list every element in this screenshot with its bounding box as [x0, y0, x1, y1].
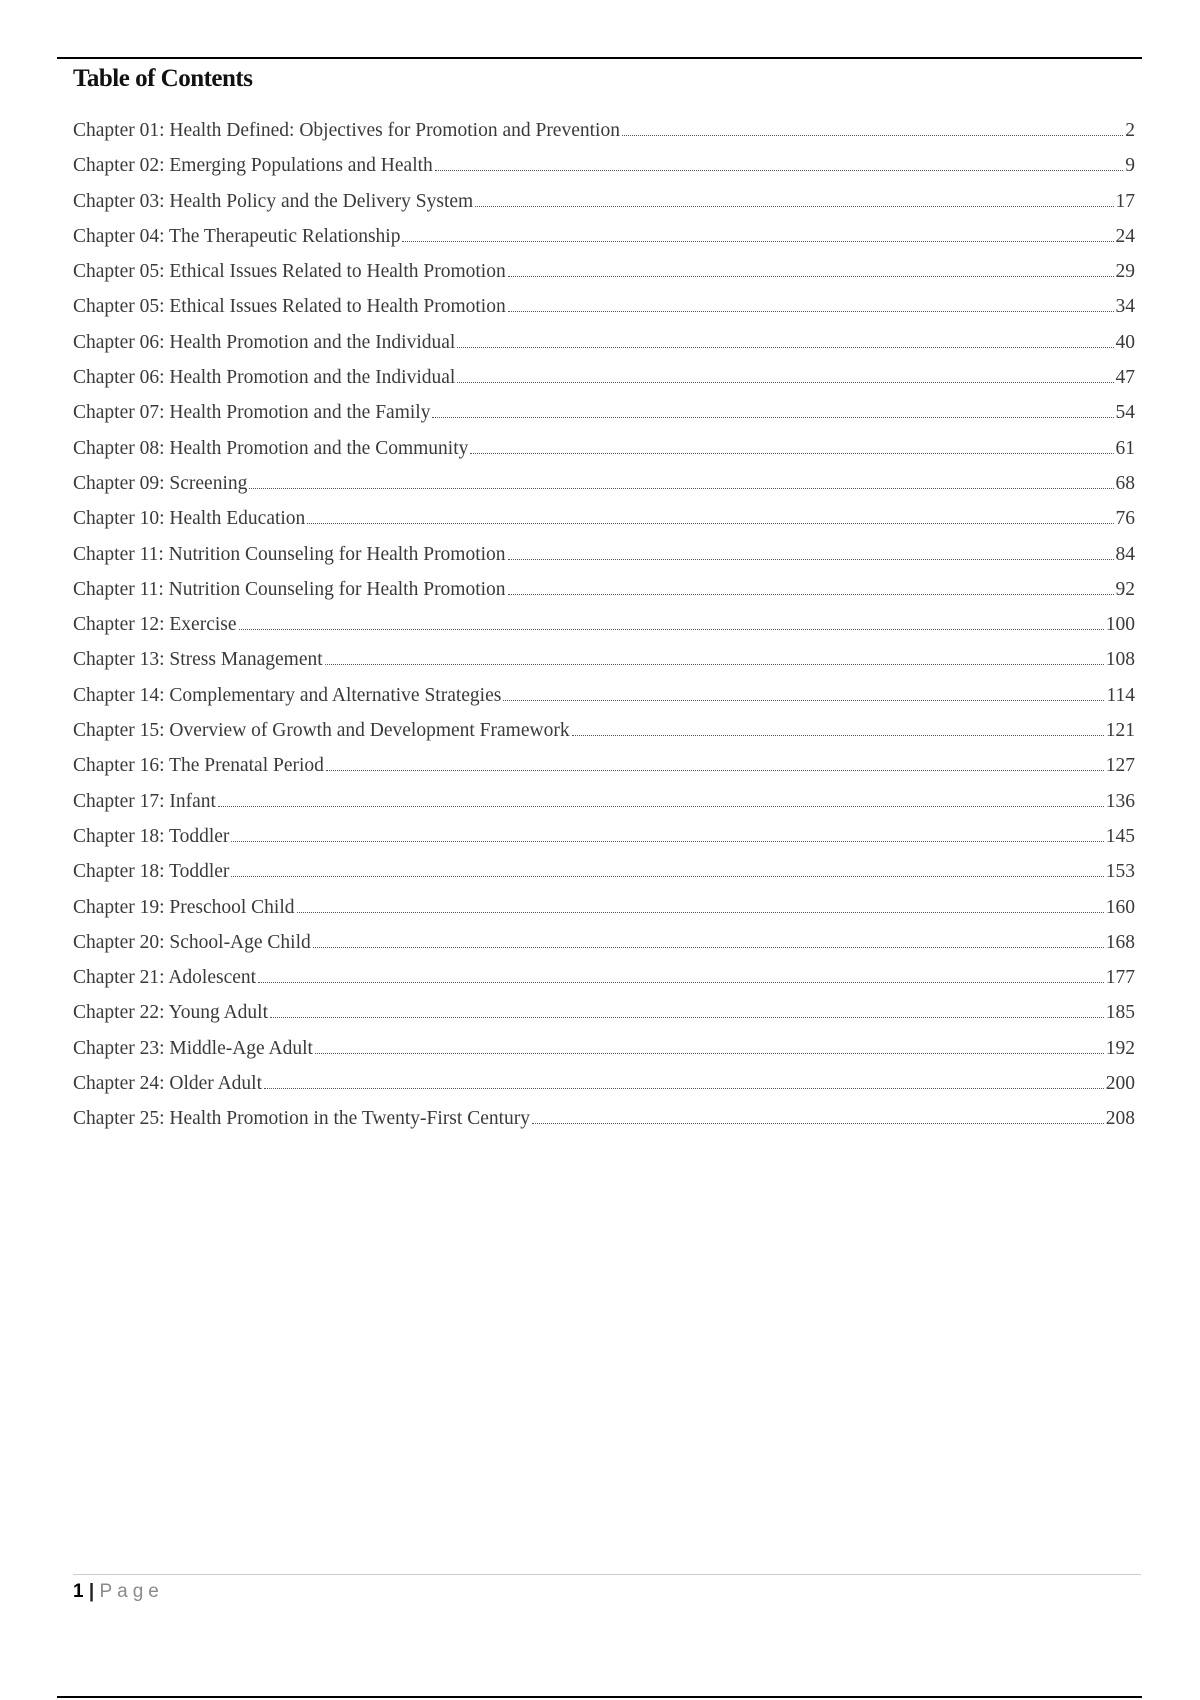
toc-entry-page-number[interactable]: 185: [1105, 1002, 1135, 1024]
dot-leader: [503, 700, 1104, 701]
dot-leader: [508, 559, 1114, 560]
toc-entry-title[interactable]: Chapter 12: Exercise: [73, 614, 237, 636]
dot-leader: [622, 135, 1123, 136]
dot-leader: [402, 241, 1113, 242]
toc-entry[interactable]: [73, 537, 1135, 572]
toc-entry-title[interactable]: Chapter 07: Health Promotion and the Family: [73, 402, 431, 424]
toc-entry-title[interactable]: Chapter 25: Health Promotion in the Twenty-First Century: [73, 1108, 531, 1130]
toc-entry-title[interactable]: Chapter 11: Nutrition Counseling for Health Promotion: [73, 578, 506, 600]
toc-entry[interactable]: [73, 360, 1135, 395]
toc-entry[interactable]: [73, 995, 1135, 1030]
toc-entry-title[interactable]: Chapter 13: Stress Management: [73, 649, 323, 671]
toc-entry-title[interactable]: Chapter 03: Health Policy and the Delivery System: [73, 190, 474, 212]
toc-entry-page-number[interactable]: 40: [1115, 331, 1135, 353]
toc-entry[interactable]: [73, 1031, 1135, 1066]
toc-entry[interactable]: [73, 1101, 1135, 1136]
dot-leader: [435, 170, 1123, 171]
footer-page-label: Page: [99, 1581, 164, 1602]
toc-entry-page-number[interactable]: 114: [1106, 684, 1135, 706]
toc-entry-page-number[interactable]: 47: [1115, 367, 1135, 389]
dot-leader: [572, 735, 1104, 736]
toc-entry-title[interactable]: Chapter 06: Health Promotion and the Individual: [73, 331, 456, 353]
toc-entry-title[interactable]: Chapter 17: Infant: [73, 790, 216, 812]
toc-entry-page-number[interactable]: 153: [1105, 861, 1135, 883]
toc-entry-page-number[interactable]: 121: [1105, 720, 1135, 742]
dot-leader: [470, 453, 1113, 454]
dot-leader: [249, 488, 1113, 489]
toc-entry-page-number[interactable]: 145: [1105, 825, 1135, 847]
toc-entry-title[interactable]: Chapter 18: Toddler: [73, 825, 230, 847]
toc-entry[interactable]: [73, 148, 1135, 183]
footer-rule: [73, 1574, 1141, 1575]
toc-entry[interactable]: [73, 466, 1135, 501]
toc-entry-page-number[interactable]: 17: [1115, 190, 1135, 212]
dot-leader: [218, 806, 1104, 807]
toc-entry-page-number[interactable]: 160: [1105, 896, 1135, 918]
toc-entry[interactable]: [73, 431, 1135, 466]
toc-entry[interactable]: [73, 925, 1135, 960]
dot-leader: [258, 982, 1104, 983]
toc-entry[interactable]: [73, 113, 1135, 148]
toc-entry[interactable]: [73, 219, 1135, 254]
toc-entry-title[interactable]: Chapter 24: Older Adult: [73, 1073, 263, 1095]
dot-leader: [239, 629, 1104, 630]
toc-entry-title[interactable]: Chapter 04: The Therapeutic Relationship: [73, 225, 401, 247]
toc-entry-page-number[interactable]: 76: [1115, 508, 1135, 530]
toc-entry[interactable]: [73, 642, 1135, 677]
toc-entry[interactable]: [73, 890, 1135, 925]
dot-leader: [307, 523, 1113, 524]
toc-entry-title[interactable]: Chapter 06: Health Promotion and the Individual: [73, 367, 456, 389]
toc-entry-title[interactable]: Chapter 08: Health Promotion and the Community: [73, 437, 469, 459]
toc-entry[interactable]: [73, 325, 1135, 360]
toc-entry[interactable]: [73, 678, 1135, 713]
dot-leader: [508, 276, 1114, 277]
toc-entry[interactable]: [73, 784, 1135, 819]
toc-entry-title[interactable]: Chapter 05: Ethical Issues Related to Health Promotion: [73, 261, 506, 283]
toc-entry-page-number[interactable]: 34: [1115, 296, 1135, 318]
toc-entry[interactable]: [73, 184, 1135, 219]
toc-entry-title[interactable]: Chapter 10: Health Education: [73, 508, 306, 530]
toc-entry[interactable]: [73, 1066, 1135, 1101]
bottom-border-rule: [57, 1696, 1142, 1698]
dot-leader: [432, 417, 1113, 418]
toc-entry-title[interactable]: Chapter 20: School-Age Child: [73, 931, 311, 953]
dot-leader: [326, 770, 1104, 771]
toc-entry[interactable]: [73, 960, 1135, 995]
toc-entry-page-number[interactable]: 127: [1105, 755, 1135, 777]
toc-entry-title[interactable]: Chapter 22: Young Adult: [73, 1002, 269, 1024]
toc-entry-title[interactable]: Chapter 01: Health Defined: Objectives for Promotion and Prevention: [73, 120, 620, 141]
toc-entry-page-number[interactable]: 100: [1105, 614, 1135, 636]
toc-entry-title[interactable]: Chapter 21: Adolescent: [73, 967, 257, 989]
toc-list: [73, 113, 1135, 1137]
toc-entry[interactable]: [73, 748, 1135, 783]
toc-entry-page-number[interactable]: 61: [1115, 437, 1135, 459]
toc-entry-page-number[interactable]: 92: [1115, 578, 1135, 600]
dot-leader: [231, 841, 1103, 842]
toc-entry[interactable]: [73, 854, 1135, 889]
footer-page-number: 1: [73, 1581, 84, 1602]
toc-entry-page-number[interactable]: 54: [1115, 402, 1135, 424]
toc-entry-page-number[interactable]: 200: [1105, 1073, 1135, 1095]
toc-entry-page-number[interactable]: 136: [1105, 790, 1135, 812]
toc-entry-title[interactable]: Chapter 14: Complementary and Alternative Strategies: [73, 684, 502, 706]
dot-leader: [457, 347, 1113, 348]
toc-entry-title[interactable]: Chapter 05: Ethical Issues Related to Health Promotion: [73, 296, 506, 318]
dot-leader: [508, 311, 1114, 312]
footer-separator: |: [88, 1581, 95, 1602]
dot-leader: [264, 1088, 1104, 1089]
toc-heading: Table of Contents: [73, 65, 253, 92]
toc-entry-page-number[interactable]: 192: [1105, 1037, 1135, 1059]
toc-entry-page-number[interactable]: 108: [1105, 649, 1135, 671]
toc-entry-title[interactable]: Chapter 16: The Prenatal Period: [73, 755, 324, 777]
toc-entry[interactable]: [73, 289, 1135, 324]
dot-leader: [325, 664, 1104, 665]
toc-entry-title[interactable]: Chapter 09: Screening: [73, 472, 248, 494]
toc-entry[interactable]: [73, 607, 1135, 642]
toc-entry-page-number[interactable]: 177: [1105, 967, 1135, 989]
toc-entry-page-number[interactable]: 208: [1105, 1108, 1135, 1130]
toc-entry-page-number[interactable]: 68: [1115, 472, 1135, 494]
dot-leader: [315, 1053, 1104, 1054]
toc-entry[interactable]: [73, 713, 1135, 748]
dot-leader: [475, 206, 1113, 207]
dot-leader: [508, 594, 1114, 595]
dot-leader: [297, 912, 1104, 913]
toc-entry[interactable]: [73, 254, 1135, 289]
dot-leader: [457, 382, 1113, 383]
toc-entry[interactable]: [73, 395, 1135, 430]
dot-leader: [270, 1017, 1104, 1018]
toc-entry-page-number[interactable]: 84: [1115, 543, 1135, 565]
toc-entry-title[interactable]: Chapter 18: Toddler: [73, 861, 230, 883]
toc-entry-title[interactable]: Chapter 11: Nutrition Counseling for Health Promotion: [73, 543, 506, 565]
page-footer: [73, 1580, 164, 1604]
toc-entry-title[interactable]: Chapter 15: Overview of Growth and Development Framework: [73, 720, 570, 742]
toc-entry-page-number[interactable]: 24: [1115, 225, 1135, 247]
toc-entry[interactable]: [73, 572, 1135, 607]
toc-entry-title[interactable]: Chapter 23: Middle-Age Adult: [73, 1037, 313, 1059]
toc-entry-page-number[interactable]: 168: [1105, 931, 1135, 953]
dot-leader: [231, 876, 1103, 877]
toc-entry-title[interactable]: Chapter 02: Emerging Populations and Health: [73, 155, 433, 177]
toc-entry[interactable]: [73, 819, 1135, 854]
top-border-rule: [57, 57, 1142, 59]
dot-leader: [532, 1123, 1104, 1124]
toc-entry-title[interactable]: Chapter 19: Preschool Child: [73, 896, 295, 918]
toc-entry-page-number[interactable]: 9: [1125, 155, 1135, 177]
dot-leader: [313, 947, 1104, 948]
toc-entry[interactable]: [73, 501, 1135, 536]
toc-entry-page-number[interactable]: 29: [1115, 261, 1135, 283]
toc-entry-page-number[interactable]: 2: [1125, 120, 1135, 141]
